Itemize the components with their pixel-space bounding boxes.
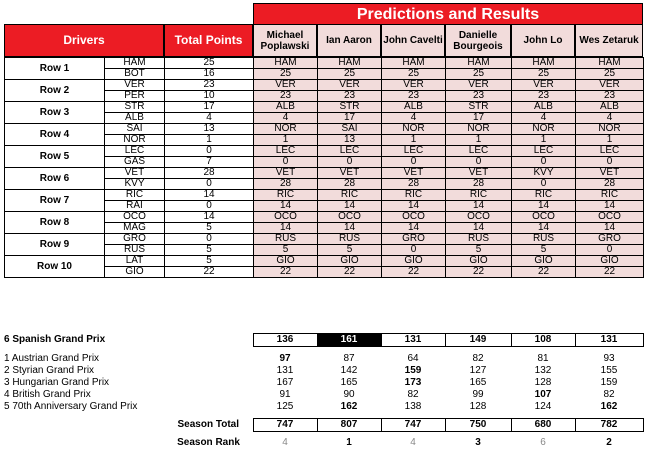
prediction-pick: VER bbox=[512, 80, 576, 91]
score-cell: 747 bbox=[253, 419, 317, 432]
prediction-points: 23 bbox=[382, 91, 446, 102]
prediction-pick: LEC bbox=[254, 146, 318, 157]
score-cell: 142 bbox=[340, 364, 358, 376]
score-cell: 173 bbox=[404, 376, 422, 388]
row-label: Row 1 bbox=[5, 58, 105, 80]
prediction-pick: STR bbox=[318, 102, 382, 113]
score-cell: 4 bbox=[410, 436, 416, 448]
driver-points: 14 bbox=[165, 190, 254, 201]
driver-code: OCO bbox=[105, 212, 165, 223]
prediction-points: 14 bbox=[512, 223, 576, 234]
score-cell: 64 bbox=[407, 352, 419, 364]
row-label: Row 8 bbox=[5, 212, 105, 234]
score-row bbox=[4, 401, 643, 413]
driver-code: NOR bbox=[105, 135, 165, 146]
prediction-points: 25 bbox=[254, 69, 318, 80]
prediction-points: 4 bbox=[576, 113, 644, 124]
prediction-pick: OCO bbox=[512, 212, 576, 223]
header-predictor: John Cavelti bbox=[381, 24, 445, 57]
score-cell: 131 bbox=[381, 334, 445, 347]
prediction-pick: NOR bbox=[382, 124, 446, 135]
score-row bbox=[4, 389, 643, 401]
table-row bbox=[5, 212, 644, 223]
table-row bbox=[5, 102, 644, 113]
prediction-points: 0 bbox=[254, 157, 318, 168]
prediction-points: 25 bbox=[318, 69, 382, 80]
prediction-points: 28 bbox=[382, 179, 446, 190]
prediction-pick: RUS bbox=[254, 234, 318, 245]
driver-points: 17 bbox=[165, 102, 254, 113]
prediction-points: 4 bbox=[382, 113, 446, 124]
row-label: Row 2 bbox=[5, 80, 105, 102]
summary-label: Season Total bbox=[177, 419, 239, 430]
prediction-points: 23 bbox=[318, 91, 382, 102]
prediction-points: 25 bbox=[446, 69, 512, 80]
prediction-points: 4 bbox=[512, 113, 576, 124]
prediction-pick: GRO bbox=[382, 234, 446, 245]
header-predictor: John Lo bbox=[511, 24, 575, 57]
prediction-pick: VER bbox=[254, 80, 318, 91]
prediction-points: 14 bbox=[446, 201, 512, 212]
table-row bbox=[5, 234, 644, 245]
score-cell: 131 bbox=[575, 334, 643, 347]
prediction-points: 14 bbox=[254, 223, 318, 234]
driver-points: 0 bbox=[165, 146, 254, 157]
score-cell: 750 bbox=[445, 419, 511, 432]
score-cell: 131 bbox=[276, 364, 294, 376]
prediction-pick: RIC bbox=[512, 190, 576, 201]
prediction-points: 23 bbox=[254, 91, 318, 102]
prediction-points: 22 bbox=[512, 267, 576, 278]
driver-points: 14 bbox=[165, 212, 254, 223]
prediction-points: 14 bbox=[576, 223, 644, 234]
score-row bbox=[4, 419, 643, 432]
score-cell: 108 bbox=[511, 334, 575, 347]
score-cell: 93 bbox=[603, 352, 615, 364]
driver-points: 13 bbox=[165, 124, 254, 135]
score-cell: 159 bbox=[600, 376, 618, 388]
driver-code: MAG bbox=[105, 223, 165, 234]
row-label: Row 5 bbox=[5, 146, 105, 168]
prediction-points: 0 bbox=[446, 157, 512, 168]
score-cell: 167 bbox=[276, 376, 294, 388]
prediction-points: 14 bbox=[382, 201, 446, 212]
prediction-points: 0 bbox=[576, 245, 644, 256]
prediction-points: 25 bbox=[382, 69, 446, 80]
prediction-points: 4 bbox=[254, 113, 318, 124]
prediction-points: 25 bbox=[576, 69, 644, 80]
driver-points: 5 bbox=[165, 223, 254, 234]
prediction-pick: ALB bbox=[512, 102, 576, 113]
driver-code: VER bbox=[105, 80, 165, 91]
race-name bbox=[4, 419, 164, 432]
score-row bbox=[4, 437, 643, 449]
header-drivers: Drivers bbox=[4, 24, 164, 57]
prediction-pick: RIC bbox=[382, 190, 446, 201]
prediction-pick: VET bbox=[576, 168, 644, 179]
driver-points: 0 bbox=[165, 179, 254, 190]
prediction-pick: ALB bbox=[254, 102, 318, 113]
table-row bbox=[5, 190, 644, 201]
prediction-pick: VER bbox=[318, 80, 382, 91]
score-row bbox=[4, 353, 643, 365]
race-name bbox=[4, 437, 164, 449]
score-cell: 680 bbox=[511, 419, 575, 432]
prediction-points: 5 bbox=[318, 245, 382, 256]
score-cell: 124 bbox=[534, 400, 552, 412]
prediction-pick: LEC bbox=[318, 146, 382, 157]
score-cell: 90 bbox=[343, 388, 355, 400]
prediction-pick: RIC bbox=[446, 190, 512, 201]
score-row bbox=[4, 334, 643, 347]
row-label: Row 4 bbox=[5, 124, 105, 146]
prediction-points: 28 bbox=[446, 179, 512, 190]
score-cell: 161 bbox=[317, 334, 381, 347]
summary-label: Season Rank bbox=[177, 436, 240, 448]
prediction-pick: VER bbox=[576, 80, 644, 91]
driver-points: 28 bbox=[165, 168, 254, 179]
score-cell: 82 bbox=[407, 388, 419, 400]
header-predictor: Ian Aaron bbox=[317, 24, 381, 57]
prediction-pick: RUS bbox=[512, 234, 576, 245]
prediction-pick: RUS bbox=[446, 234, 512, 245]
prediction-points: 28 bbox=[254, 179, 318, 190]
score-cell: 4 bbox=[282, 436, 288, 448]
table-row bbox=[5, 80, 644, 91]
driver-points: 10 bbox=[165, 91, 254, 102]
prediction-pick: RIC bbox=[576, 190, 644, 201]
prediction-points: 14 bbox=[318, 201, 382, 212]
prediction-pick: NOR bbox=[576, 124, 644, 135]
prediction-pick: OCO bbox=[382, 212, 446, 223]
prediction-points: 1 bbox=[254, 135, 318, 146]
prediction-points: 22 bbox=[254, 267, 318, 278]
prediction-pick: GRO bbox=[576, 234, 644, 245]
score-cell: 91 bbox=[279, 388, 291, 400]
driver-code: KVY bbox=[105, 179, 165, 190]
prediction-points: 0 bbox=[382, 245, 446, 256]
prediction-pick: HAM bbox=[382, 58, 446, 69]
driver-code: LEC bbox=[105, 146, 165, 157]
driver-code: PER bbox=[105, 91, 165, 102]
driver-points: 0 bbox=[165, 234, 254, 245]
prediction-points: 23 bbox=[576, 91, 644, 102]
driver-points: 22 bbox=[165, 267, 254, 278]
score-cell: 82 bbox=[603, 388, 615, 400]
row-label: Row 6 bbox=[5, 168, 105, 190]
prediction-pick: RUS bbox=[318, 234, 382, 245]
prediction-pick: VET bbox=[254, 168, 318, 179]
score-cell: 747 bbox=[381, 419, 445, 432]
prediction-pick: SAI bbox=[318, 124, 382, 135]
prediction-pick: OCO bbox=[576, 212, 644, 223]
driver-points: 25 bbox=[165, 58, 254, 69]
driver-points: 5 bbox=[165, 256, 254, 267]
prediction-points: 14 bbox=[382, 223, 446, 234]
score-cell: 162 bbox=[600, 400, 618, 412]
summary-label bbox=[164, 401, 253, 413]
prediction-points: 5 bbox=[446, 245, 512, 256]
row-label: Row 3 bbox=[5, 102, 105, 124]
prediction-pick: VET bbox=[382, 168, 446, 179]
prediction-pick: NOR bbox=[254, 124, 318, 135]
score-cell: 107 bbox=[534, 388, 552, 400]
score-row bbox=[4, 365, 643, 377]
prediction-points: 1 bbox=[576, 135, 644, 146]
score-cell: 1 bbox=[346, 436, 352, 448]
prediction-pick: GIO bbox=[254, 256, 318, 267]
prediction-points: 14 bbox=[446, 223, 512, 234]
prediction-points: 14 bbox=[318, 223, 382, 234]
prediction-points: 0 bbox=[382, 157, 446, 168]
race-name: 1 Austrian Grand Prix bbox=[4, 352, 100, 364]
score-cell: 782 bbox=[575, 419, 643, 432]
score-cell: 162 bbox=[340, 400, 358, 412]
score-cell: 6 bbox=[540, 436, 546, 448]
prediction-pick: HAM bbox=[576, 58, 644, 69]
prediction-points: 14 bbox=[576, 201, 644, 212]
table-row bbox=[5, 58, 644, 69]
score-cell: 99 bbox=[472, 388, 484, 400]
prediction-points: 5 bbox=[512, 245, 576, 256]
row-label: Row 10 bbox=[5, 256, 105, 278]
prediction-pick: GIO bbox=[576, 256, 644, 267]
driver-code: VET bbox=[105, 168, 165, 179]
header-predictor: Wes Zetaruk bbox=[575, 24, 643, 57]
prediction-points: 13 bbox=[318, 135, 382, 146]
banner-title: Predictions and Results bbox=[253, 3, 643, 25]
prediction-pick: GIO bbox=[512, 256, 576, 267]
driver-code: ALB bbox=[105, 113, 165, 124]
prediction-points: 22 bbox=[318, 267, 382, 278]
score-cell: 87 bbox=[343, 352, 355, 364]
driver-points: 1 bbox=[165, 135, 254, 146]
score-cell: 127 bbox=[469, 364, 487, 376]
summary-label bbox=[164, 389, 253, 401]
driver-code: BOT bbox=[105, 69, 165, 80]
driver-code: HAM bbox=[105, 58, 165, 69]
prediction-pick: VER bbox=[382, 80, 446, 91]
prediction-pick: KVY bbox=[512, 168, 576, 179]
row-label: Row 9 bbox=[5, 234, 105, 256]
summary-label bbox=[164, 353, 253, 365]
driver-points: 16 bbox=[165, 69, 254, 80]
race-name: 5 70th Anniversary Grand Prix bbox=[4, 400, 138, 412]
prediction-points: 14 bbox=[254, 201, 318, 212]
summary-label bbox=[164, 334, 253, 347]
header-predictor: Danielle Bourgeois bbox=[445, 24, 511, 57]
prediction-pick: OCO bbox=[318, 212, 382, 223]
score-cell: 136 bbox=[253, 334, 317, 347]
prediction-pick: ALB bbox=[576, 102, 644, 113]
score-cell: 132 bbox=[534, 364, 552, 376]
prediction-pick: VET bbox=[318, 168, 382, 179]
score-cell: 2 bbox=[606, 436, 612, 448]
prediction-points: 17 bbox=[446, 113, 512, 124]
prediction-points: 1 bbox=[382, 135, 446, 146]
score-cell: 97 bbox=[279, 352, 291, 364]
table-row bbox=[5, 256, 644, 267]
prediction-pick: GIO bbox=[446, 256, 512, 267]
prediction-points: 0 bbox=[576, 157, 644, 168]
driver-code: RIC bbox=[105, 190, 165, 201]
prediction-pick: RIC bbox=[318, 190, 382, 201]
prediction-points: 14 bbox=[512, 201, 576, 212]
score-cell: 82 bbox=[472, 352, 484, 364]
prediction-pick: LEC bbox=[512, 146, 576, 157]
prediction-points: 17 bbox=[318, 113, 382, 124]
prediction-pick: RIC bbox=[254, 190, 318, 201]
prediction-pick: HAM bbox=[254, 58, 318, 69]
prediction-points: 25 bbox=[512, 69, 576, 80]
table-row bbox=[5, 146, 644, 157]
predictions-table bbox=[4, 57, 644, 278]
prediction-pick: LEC bbox=[382, 146, 446, 157]
prediction-pick: VER bbox=[446, 80, 512, 91]
score-cell: 138 bbox=[404, 400, 422, 412]
score-cell: 128 bbox=[534, 376, 552, 388]
prediction-pick: LEC bbox=[576, 146, 644, 157]
header-total-points: Total Points bbox=[164, 24, 253, 57]
prediction-pick: HAM bbox=[446, 58, 512, 69]
prediction-pick: OCO bbox=[446, 212, 512, 223]
prediction-points: 1 bbox=[446, 135, 512, 146]
prediction-pick: VET bbox=[446, 168, 512, 179]
driver-points: 5 bbox=[165, 245, 254, 256]
prediction-points: 23 bbox=[446, 91, 512, 102]
prediction-pick: STR bbox=[446, 102, 512, 113]
score-cell: 149 bbox=[445, 334, 511, 347]
score-cell: 165 bbox=[340, 376, 358, 388]
prediction-pick: GIO bbox=[382, 256, 446, 267]
race-name: 2 Styrian Grand Prix bbox=[4, 364, 95, 376]
driver-code: RUS bbox=[105, 245, 165, 256]
driver-points: 4 bbox=[165, 113, 254, 124]
row-label: Row 7 bbox=[5, 190, 105, 212]
table-row bbox=[5, 168, 644, 179]
race-name: 6 Spanish Grand Prix bbox=[4, 334, 106, 345]
score-cell: 128 bbox=[469, 400, 487, 412]
prediction-points: 1 bbox=[512, 135, 576, 146]
driver-points: 0 bbox=[165, 201, 254, 212]
prediction-pick: NOR bbox=[446, 124, 512, 135]
prediction-points: 5 bbox=[254, 245, 318, 256]
scores-table bbox=[4, 333, 644, 449]
score-cell: 3 bbox=[475, 436, 481, 448]
score-cell: 81 bbox=[537, 352, 549, 364]
driver-code: RAI bbox=[105, 201, 165, 212]
prediction-points: 22 bbox=[382, 267, 446, 278]
prediction-points: 0 bbox=[318, 157, 382, 168]
prediction-pick: ALB bbox=[382, 102, 446, 113]
prediction-points: 0 bbox=[512, 179, 576, 190]
prediction-pick: OCO bbox=[254, 212, 318, 223]
table-row bbox=[5, 124, 644, 135]
prediction-points: 28 bbox=[318, 179, 382, 190]
prediction-pick: NOR bbox=[512, 124, 576, 135]
score-cell: 807 bbox=[317, 419, 381, 432]
prediction-points: 28 bbox=[576, 179, 644, 190]
driver-code: SAI bbox=[105, 124, 165, 135]
prediction-pick: GIO bbox=[318, 256, 382, 267]
score-cell: 125 bbox=[276, 400, 294, 412]
summary-label bbox=[164, 365, 253, 377]
score-cell: 165 bbox=[469, 376, 487, 388]
header-predictor: Michael Poplawski bbox=[253, 24, 317, 57]
prediction-pick: HAM bbox=[512, 58, 576, 69]
prediction-pick: LEC bbox=[446, 146, 512, 157]
driver-code: LAT bbox=[105, 256, 165, 267]
race-name: 3 Hungarian Grand Prix bbox=[4, 376, 110, 388]
driver-code: STR bbox=[105, 102, 165, 113]
prediction-points: 22 bbox=[576, 267, 644, 278]
score-cell: 159 bbox=[404, 364, 422, 376]
driver-code: GIO bbox=[105, 267, 165, 278]
prediction-points: 22 bbox=[446, 267, 512, 278]
prediction-pick: HAM bbox=[318, 58, 382, 69]
score-row bbox=[4, 377, 643, 389]
driver-points: 23 bbox=[165, 80, 254, 91]
driver-code: GRO bbox=[105, 234, 165, 245]
prediction-points: 23 bbox=[512, 91, 576, 102]
race-name: 4 British Grand Prix bbox=[4, 388, 91, 400]
prediction-points: 0 bbox=[512, 157, 576, 168]
driver-points: 7 bbox=[165, 157, 254, 168]
score-cell: 155 bbox=[600, 364, 618, 376]
driver-code: GAS bbox=[105, 157, 165, 168]
summary-label bbox=[164, 377, 253, 389]
